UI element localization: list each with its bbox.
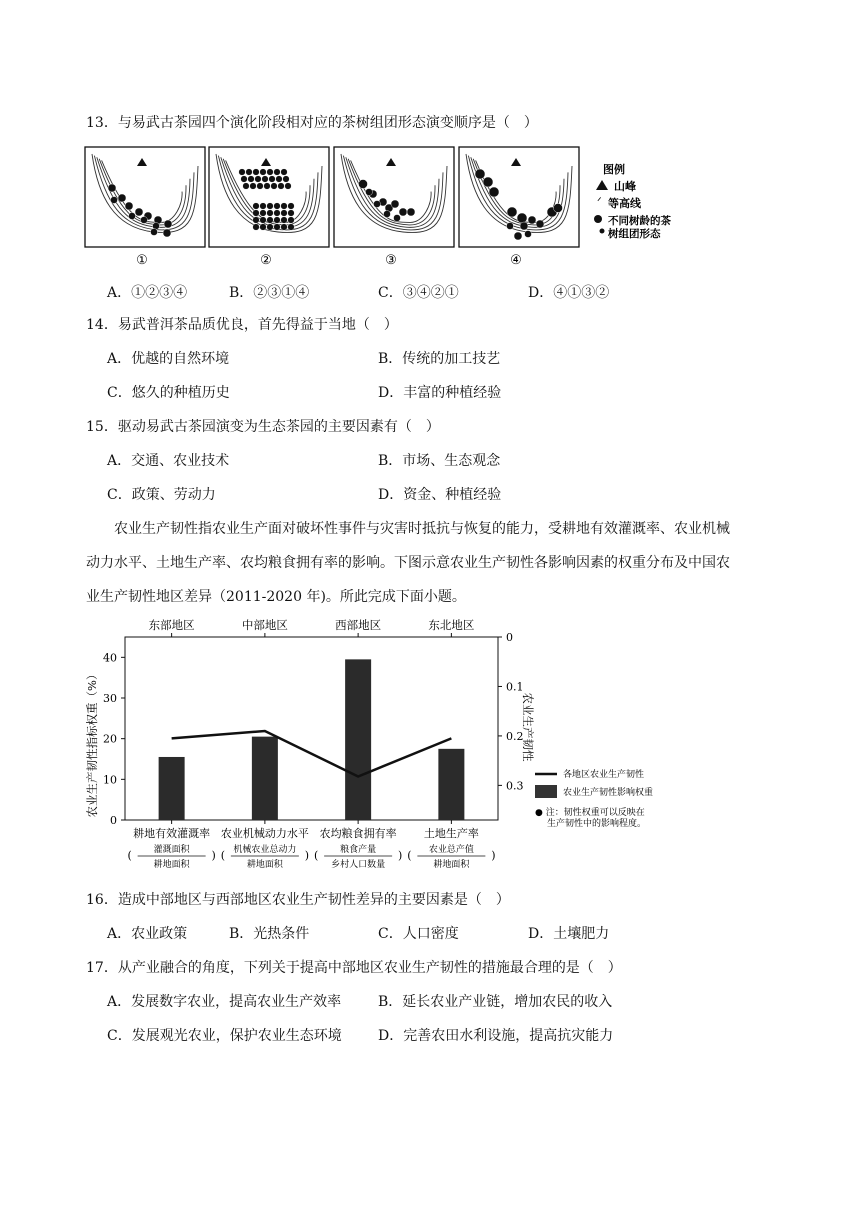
tea-cluster bbox=[241, 176, 248, 183]
map-panel-2 bbox=[209, 147, 329, 268]
tea-cluster bbox=[267, 224, 274, 231]
map-panel-4 bbox=[459, 147, 579, 268]
tea-cluster bbox=[141, 217, 148, 224]
tea-cluster bbox=[391, 200, 399, 208]
y2-tick-label: 0.3 bbox=[506, 779, 524, 793]
tea-cluster bbox=[288, 224, 295, 231]
tea-cluster bbox=[281, 203, 288, 210]
note-line-1: ● 注：韧性权重可以反映在 bbox=[535, 808, 645, 818]
q15-option-a: A．交通、农业技术 bbox=[107, 453, 230, 469]
q15-stem: 15．驱动易武古茶园演变为生态茶园的主要因素有（ ） bbox=[86, 419, 440, 435]
figure-legend bbox=[594, 162, 671, 240]
panel-number-2: ② bbox=[260, 253, 272, 268]
tea-cluster bbox=[274, 224, 281, 231]
tea-cluster bbox=[288, 210, 295, 217]
q14-option-d: D．丰富的种植经验 bbox=[378, 385, 502, 401]
tea-cluster bbox=[514, 232, 522, 240]
y2-tick-label: 0.1 bbox=[506, 680, 524, 694]
y2-axis-label: 农业生产韧性 bbox=[521, 692, 535, 762]
q13-option-d: D．④①③② bbox=[528, 285, 610, 301]
resilience-chart bbox=[80, 615, 680, 875]
tea-cluster bbox=[255, 176, 262, 183]
category-label: 耕地有效灌溉率 bbox=[133, 827, 211, 840]
tea-cluster bbox=[507, 207, 517, 217]
map-panel-1 bbox=[85, 147, 205, 268]
tea-cluster bbox=[253, 203, 260, 210]
region-label: 东北地区 bbox=[428, 618, 475, 632]
tea-cluster bbox=[267, 217, 274, 224]
passage-line-3: 业生产韧性地区差异（2011-2020 年)。所此完成下面小题。 bbox=[86, 589, 466, 605]
q13-option-b: B．②③①④ bbox=[229, 285, 310, 301]
bar bbox=[438, 749, 464, 820]
tea-cluster bbox=[260, 203, 267, 210]
q14-option-b: B．传统的加工技艺 bbox=[378, 351, 501, 367]
tea-cluster bbox=[517, 213, 527, 223]
formula-denominator: 耕地面积 bbox=[153, 860, 190, 870]
tea-garden-figure bbox=[84, 144, 684, 269]
legend-peak: 山峰 bbox=[614, 180, 636, 193]
q14-stem: 14．易武普洱茶品质优良，首先得益于当地（ ） bbox=[86, 317, 398, 333]
tea-cluster bbox=[253, 169, 260, 176]
tea-cluster bbox=[253, 210, 260, 217]
tea-cluster bbox=[507, 223, 514, 230]
region-label: 东部地区 bbox=[148, 618, 195, 632]
formula-denominator: 乡村人口数量 bbox=[331, 860, 386, 870]
tea-cluster bbox=[260, 210, 267, 217]
tea-cluster bbox=[374, 201, 381, 208]
formula-numerator: 农业总产值 bbox=[428, 845, 474, 855]
tea-cluster bbox=[260, 217, 267, 224]
y-tick-label: 10 bbox=[103, 773, 117, 787]
bar bbox=[159, 757, 185, 820]
tea-cluster bbox=[250, 183, 257, 190]
q16-stem: 16．造成中部地区与西部地区农业生产韧性差异的主要因素是（ ） bbox=[86, 892, 510, 908]
q13-stem: 13．与易武古茶园四个演化阶段相对应的茶树组团形态演变顺序是（ ） bbox=[86, 115, 538, 131]
y-tick-label: 30 bbox=[103, 692, 117, 705]
tea-cluster bbox=[108, 184, 116, 192]
tea-cluster bbox=[151, 229, 158, 236]
formula-numerator: 机械农业总动力 bbox=[233, 845, 297, 855]
tea-cluster bbox=[118, 194, 126, 202]
tea-cluster-icon bbox=[594, 215, 602, 223]
tea-cluster bbox=[281, 224, 288, 231]
tea-cluster bbox=[164, 220, 172, 228]
y-tick-label: 20 bbox=[103, 732, 117, 746]
formula-numerator: 粮食产量 bbox=[340, 845, 377, 855]
region-label: 中部地区 bbox=[241, 618, 288, 632]
peak-icon bbox=[596, 180, 608, 190]
y-tick-label: 0 bbox=[110, 814, 117, 827]
tea-cluster bbox=[399, 208, 407, 216]
legend-line-label: 各地区农业生产韧性 bbox=[563, 770, 645, 780]
category-label: 土地生产率 bbox=[423, 827, 479, 840]
legend-bar-label: 农业生产韧性影响权重 bbox=[563, 788, 654, 798]
q14-option-c: C．悠久的种植历史 bbox=[107, 385, 230, 401]
tea-cluster bbox=[243, 183, 250, 190]
tea-cluster bbox=[125, 202, 133, 210]
tea-cluster bbox=[239, 169, 246, 176]
q17-option-b: B．延长农业产业链，增加农民的收入 bbox=[378, 994, 613, 1010]
q15-option-b: B．市场、生态观念 bbox=[378, 453, 501, 469]
y-axis-label: 农业生产韧性指标权重（%） bbox=[85, 668, 99, 818]
q16-option-b: B．光热条件 bbox=[229, 926, 310, 942]
paren-left: ( bbox=[220, 849, 226, 862]
tea-cluster bbox=[283, 176, 290, 183]
q15-option-c: C．政策、劳动力 bbox=[107, 487, 216, 503]
formula-denominator: 耕地面积 bbox=[433, 860, 470, 870]
tea-cluster bbox=[407, 208, 415, 216]
tea-cluster bbox=[285, 183, 292, 190]
tea-cluster bbox=[267, 203, 274, 210]
panel-number-1: ① bbox=[136, 253, 148, 268]
paren-left: ( bbox=[407, 849, 412, 862]
bar bbox=[252, 737, 278, 820]
tea-cluster bbox=[274, 210, 281, 217]
tea-cluster bbox=[163, 229, 171, 237]
tea-cluster bbox=[281, 217, 288, 224]
q13-option-a: A．①②③④ bbox=[107, 285, 188, 301]
tea-cluster bbox=[489, 187, 499, 197]
panel-number-4: ④ bbox=[510, 253, 522, 268]
tea-cluster bbox=[475, 169, 485, 179]
q17-option-c: C．发展观光农业，保护农业生态环境 bbox=[107, 1028, 342, 1044]
tea-cluster bbox=[554, 204, 563, 213]
tea-cluster bbox=[281, 169, 288, 176]
legend-tea-2: 树组团形态 bbox=[608, 228, 661, 240]
tea-cluster bbox=[288, 217, 295, 224]
bar bbox=[345, 659, 371, 820]
category-label: 农业机械动力水平 bbox=[220, 827, 309, 840]
tea-cluster bbox=[288, 203, 295, 210]
tea-cluster bbox=[253, 224, 260, 231]
region-label: 西部地区 bbox=[335, 618, 382, 632]
tea-cluster bbox=[246, 169, 253, 176]
tea-cluster bbox=[274, 203, 281, 210]
tea-cluster bbox=[264, 183, 271, 190]
tea-cluster bbox=[135, 208, 143, 216]
tea-cluster bbox=[536, 220, 544, 228]
q17-option-d: D．完善农田水利设施，提高抗灾能力 bbox=[378, 1028, 614, 1044]
legend-bar-icon bbox=[535, 785, 557, 798]
map-panel-3 bbox=[334, 147, 454, 268]
tea-cluster bbox=[267, 210, 274, 217]
tea-cluster bbox=[276, 176, 283, 183]
tea-cluster bbox=[260, 224, 267, 231]
paren-right: ) bbox=[304, 849, 310, 862]
tea-cluster bbox=[525, 231, 532, 238]
tea-cluster bbox=[269, 176, 276, 183]
paren-left: ( bbox=[313, 849, 319, 862]
tea-cluster bbox=[359, 180, 368, 189]
tea-cluster bbox=[248, 176, 255, 183]
tea-cluster bbox=[274, 169, 281, 176]
tea-cluster bbox=[253, 217, 260, 224]
q17-stem: 17．从产业融合的角度，下列关于提高中部地区农业生产韧性的措施最合理的是（ ） bbox=[86, 960, 622, 976]
tea-cluster bbox=[129, 213, 136, 220]
tea-cluster bbox=[281, 210, 288, 217]
tea-cluster bbox=[271, 183, 278, 190]
tea-cluster bbox=[274, 217, 281, 224]
q15-option-d: D．资金、种植经验 bbox=[378, 487, 502, 503]
q16-option-d: D．土壤肥力 bbox=[528, 926, 610, 942]
tea-cluster bbox=[257, 183, 264, 190]
tea-cluster bbox=[278, 183, 285, 190]
tea-cluster bbox=[111, 197, 118, 204]
note-line-2: 生产韧性中的影响程度。 bbox=[547, 819, 647, 829]
tea-cluster bbox=[262, 176, 269, 183]
q16-option-c: C．人口密度 bbox=[378, 926, 459, 942]
q13-option-c: C．③④②① bbox=[378, 285, 459, 301]
legend-tea-1: 不同树龄的茶 bbox=[608, 215, 671, 227]
q14-option-a: A．优越的自然环境 bbox=[107, 351, 230, 367]
formula-denominator: 耕地面积 bbox=[246, 860, 283, 870]
q17-option-a: A．发展数字农业，提高农业生产效率 bbox=[107, 994, 342, 1010]
panel-number-3: ③ bbox=[385, 253, 397, 268]
tea-cluster bbox=[528, 216, 536, 224]
resilience-line bbox=[172, 731, 452, 777]
tea-cluster bbox=[520, 222, 528, 230]
tea-cluster bbox=[483, 177, 493, 187]
y2-tick-label: 0.2 bbox=[506, 729, 524, 743]
passage-line-1: 农业生产韧性指农业生产面对破坏性事件与灾害时抵抗与恢复的能力，受耕地有效灌溉率、农业机械 bbox=[114, 521, 730, 537]
paren-right: ) bbox=[397, 849, 403, 862]
y2-tick-label: 0 bbox=[506, 631, 513, 644]
tea-cluster bbox=[260, 169, 267, 176]
paren-right: ) bbox=[211, 849, 216, 862]
category-label: 农均粮食拥有率 bbox=[319, 827, 397, 840]
formula-numerator: 灌溉面积 bbox=[153, 845, 190, 855]
paren-left: ( bbox=[127, 849, 132, 862]
y-tick-label: 40 bbox=[103, 651, 117, 665]
tea-cluster bbox=[366, 189, 373, 196]
passage-line-2: 动力水平、土地生产率、农均粮食拥有率的影响。下图示意农业生产韧性各影响因素的权重分布及中国农 bbox=[86, 555, 730, 571]
paren-right: ) bbox=[491, 849, 496, 862]
tea-cluster bbox=[384, 211, 391, 218]
contour-icon: ᐟ bbox=[597, 195, 602, 208]
q16-option-a: A．农业政策 bbox=[107, 926, 188, 942]
tea-cluster bbox=[267, 169, 274, 176]
legend-title: 图例 bbox=[603, 163, 625, 176]
tea-cluster bbox=[394, 215, 401, 222]
legend-contour: 等高线 bbox=[608, 197, 641, 210]
